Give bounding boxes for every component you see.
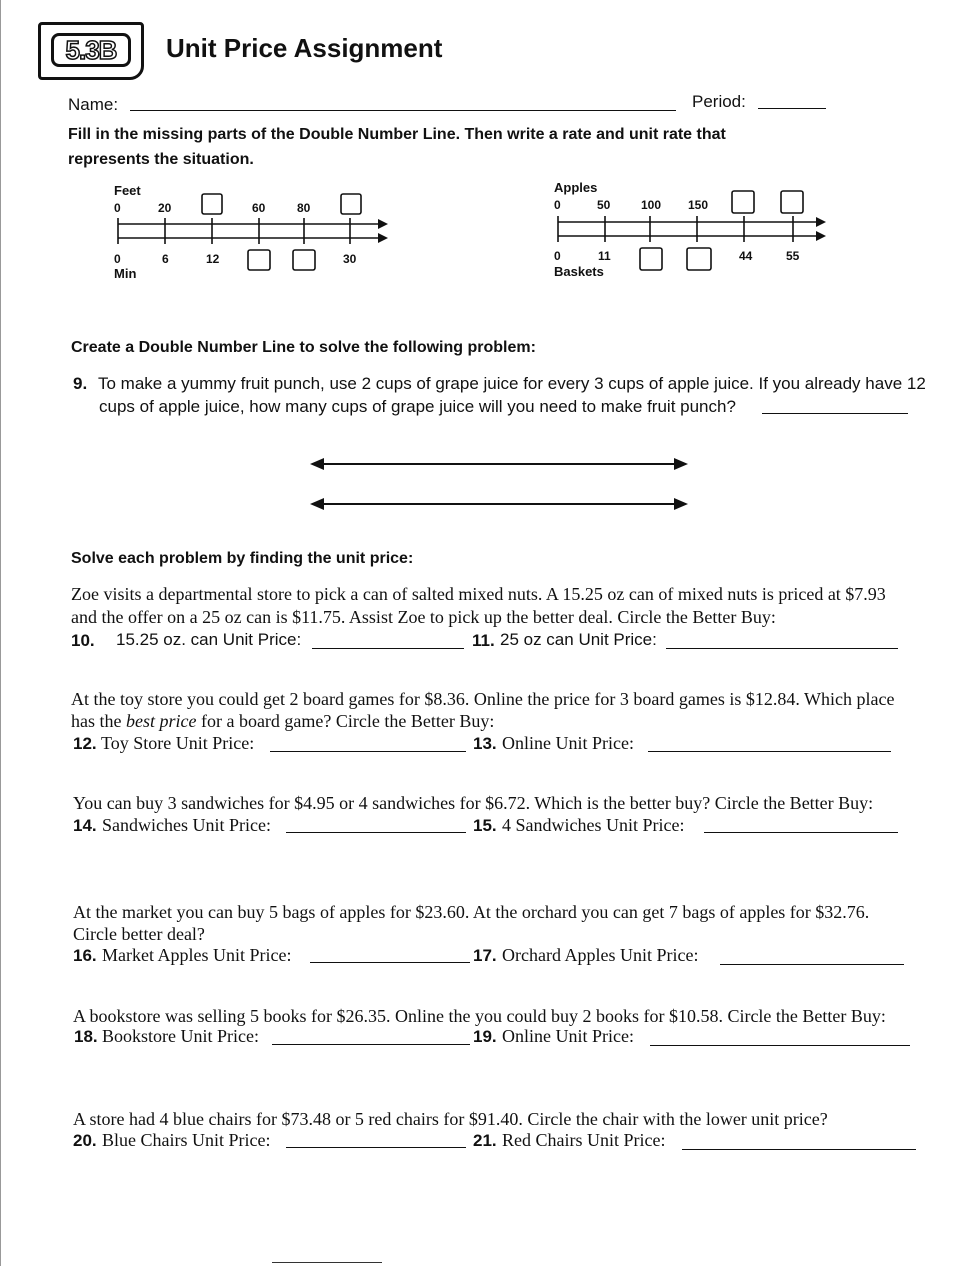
nl1-top-20: 20 xyxy=(158,201,172,215)
lesson-badge xyxy=(38,22,144,80)
problem18-answer-field[interactable] xyxy=(272,1030,470,1045)
problem14-answer-field[interactable] xyxy=(286,818,466,833)
problem21-number: 21. xyxy=(473,1131,497,1150)
nl2-top-0: 0 xyxy=(554,198,561,212)
nl2-lines xyxy=(550,184,840,280)
nl1-blank-bottom-24 xyxy=(293,250,315,270)
lesson-badge-label: 5.3B xyxy=(51,33,131,67)
nl2-top-100: 100 xyxy=(641,198,662,212)
page-title: Unit Price Assignment xyxy=(166,33,443,63)
problem19-number: 19. xyxy=(473,1027,497,1046)
problem16-answer-field[interactable] xyxy=(310,948,470,963)
nl2-blank-top-200 xyxy=(732,191,754,213)
problem20-label: Blue Chairs Unit Price: xyxy=(102,1130,271,1150)
problem20-number: 20. xyxy=(73,1131,97,1150)
problem12-number: 12. xyxy=(73,734,97,753)
problem18-label: Bookstore Unit Price: xyxy=(102,1026,259,1046)
nl2-blank-top-250 xyxy=(781,191,803,213)
problem9-number: 9. xyxy=(73,374,88,393)
problem20-answer-field[interactable] xyxy=(286,1133,466,1148)
nl2-bottom-arrow xyxy=(816,231,826,241)
problem9-top-right-arrow xyxy=(674,458,688,470)
problem11-label: 25 oz can Unit Price: xyxy=(500,630,657,649)
period-field[interactable] xyxy=(758,96,826,109)
problem17-number: 17. xyxy=(473,946,497,965)
problem13-answer-field[interactable] xyxy=(648,737,891,752)
scan-edge-left xyxy=(0,0,1,1266)
nl2-top-arrow xyxy=(816,217,826,227)
problem9-number-line xyxy=(300,450,700,520)
problem-toy-text-1: At the toy store you could get 2 board games for $8.36. Online the price for 3 board games is $12.84. Which place xyxy=(71,689,895,709)
instruction-unit-price: Solve each problem by finding the unit price: xyxy=(71,550,414,567)
nl2-blank-bottom-22 xyxy=(640,248,662,270)
nl2-top-label: Apples xyxy=(554,180,598,195)
name-label: Name: xyxy=(68,95,119,114)
problem17-answer-field[interactable] xyxy=(720,950,904,965)
problem21-answer-field[interactable] xyxy=(682,1135,916,1150)
nl1-top-0: 0 xyxy=(114,201,121,215)
problem15-number: 15. xyxy=(473,816,497,835)
nl1-bottom-6: 6 xyxy=(162,252,169,266)
nl2-bottom-0: 0 xyxy=(554,249,561,263)
problem15-answer-field[interactable] xyxy=(704,818,898,833)
problem9-text-2: cups of apple juice, how many cups of grape juice will you need to make fruit punch? xyxy=(99,397,736,416)
problem9-answer-field[interactable] xyxy=(762,400,908,414)
problem-books-text-1: A bookstore was selling 5 books for $26.35. Online the you could buy 2 books for $10.58. Circle the Better Buy: xyxy=(73,1006,886,1026)
nl1-top-60: 60 xyxy=(252,201,266,215)
problem16-label: Market Apples Unit Price: xyxy=(102,945,292,965)
problem-sandwich-text-1: You can buy 3 sandwiches for $4.95 or 4 sandwiches for $6.72. Which is the better buy? Circle the Better Buy: xyxy=(73,793,874,813)
nl1-bottom-30: 30 xyxy=(343,252,357,266)
problem9-bottom-right-arrow xyxy=(674,498,688,510)
problem12-label: Toy Store Unit Price: xyxy=(101,733,255,753)
nl1-top-arrow xyxy=(378,219,388,229)
problem12-answer-field[interactable] xyxy=(270,737,466,752)
problem19-answer-field[interactable] xyxy=(650,1031,910,1046)
nl2-top-150: 150 xyxy=(688,198,709,212)
nl1-blank-top-100 xyxy=(341,194,361,214)
problem-apples-text-2: Circle better deal? xyxy=(73,924,205,944)
problem13-number: 13. xyxy=(473,734,497,753)
problem21-label: Red Chairs Unit Price: xyxy=(502,1130,666,1150)
problem10-number: 10. xyxy=(71,631,95,650)
nl1-top-label: Feet xyxy=(114,183,141,198)
nl1-blank-bottom-18 xyxy=(248,250,270,270)
problem-chairs-text-1: A store had 4 blue chairs for $73.48 or 5 red chairs for $91.40. Circle the chair with the lower unit price? xyxy=(73,1109,828,1129)
nl1-bottom-0: 0 xyxy=(114,252,121,266)
problem16-number: 16. xyxy=(73,946,97,965)
nl1-bottom-12: 12 xyxy=(206,252,220,266)
problem-apples-text-1: At the market you can buy 5 bags of apples for $23.60. At the orchard you can get 7 bags of apples for $32.76. xyxy=(73,902,870,922)
nl2-top-50: 50 xyxy=(597,198,611,212)
problem-zoe-text-1: Zoe visits a departmental store to pick a can of salted mixed nuts. A 15.25 oz can of mixed nuts is priced at $7.93 xyxy=(71,584,886,604)
nl1-bottom-label: Min xyxy=(114,266,137,281)
instruction-create-line: Create a Double Number Line to solve the following problem: xyxy=(71,339,536,356)
name-field[interactable] xyxy=(130,98,676,111)
problem9-top-left-arrow xyxy=(310,458,324,470)
nl1-bottom-arrow xyxy=(378,233,388,243)
problem13-label: Online Unit Price: xyxy=(502,733,634,753)
problem10-label: 15.25 oz. can Unit Price: xyxy=(116,630,302,649)
nl2-bottom-44: 44 xyxy=(739,249,753,263)
problem18-number: 18. xyxy=(74,1027,98,1046)
instruction-double-number-line: Fill in the missing parts of the Double Number Line. Then write a rate and unit rate that xyxy=(68,126,726,143)
problem-toy-text-2: has the best price for a board game? Circle the Better Buy: xyxy=(71,711,495,731)
problem15-label: 4 Sandwiches Unit Price: xyxy=(502,815,685,835)
problem9-bottom-left-arrow xyxy=(310,498,324,510)
scan-mark-bottom xyxy=(272,1262,382,1263)
nl2-bottom-55: 55 xyxy=(786,249,800,263)
problem-zoe-text-2: and the offer on a 25 oz can is $11.75. Assist Zoe to pick up the better deal. Circle the Better Buy: xyxy=(71,607,776,627)
problem17-label: Orchard Apples Unit Price: xyxy=(502,945,699,965)
problem10-answer-field[interactable] xyxy=(312,634,464,649)
problem14-label: Sandwiches Unit Price: xyxy=(102,815,271,835)
problem11-answer-field[interactable] xyxy=(666,634,898,649)
problem11-number: 11. xyxy=(472,631,495,650)
period-label: Period: xyxy=(692,92,746,111)
nl1-top-80: 80 xyxy=(297,201,311,215)
instruction-double-number-line-2: represents the situation. xyxy=(68,151,254,168)
problem19-label: Online Unit Price: xyxy=(502,1026,634,1046)
problem14-number: 14. xyxy=(73,816,97,835)
nl2-bottom-11: 11 xyxy=(598,249,611,263)
nl2-blank-bottom-33 xyxy=(687,248,711,270)
nl1-blank-top-40 xyxy=(202,194,222,214)
nl1-lines xyxy=(110,188,400,284)
problem9-text-1: To make a yummy fruit punch, use 2 cups of grape juice for every 3 cups of apple juice. If you already have 12 xyxy=(98,374,926,393)
nl2-bottom-label: Baskets xyxy=(554,264,604,279)
